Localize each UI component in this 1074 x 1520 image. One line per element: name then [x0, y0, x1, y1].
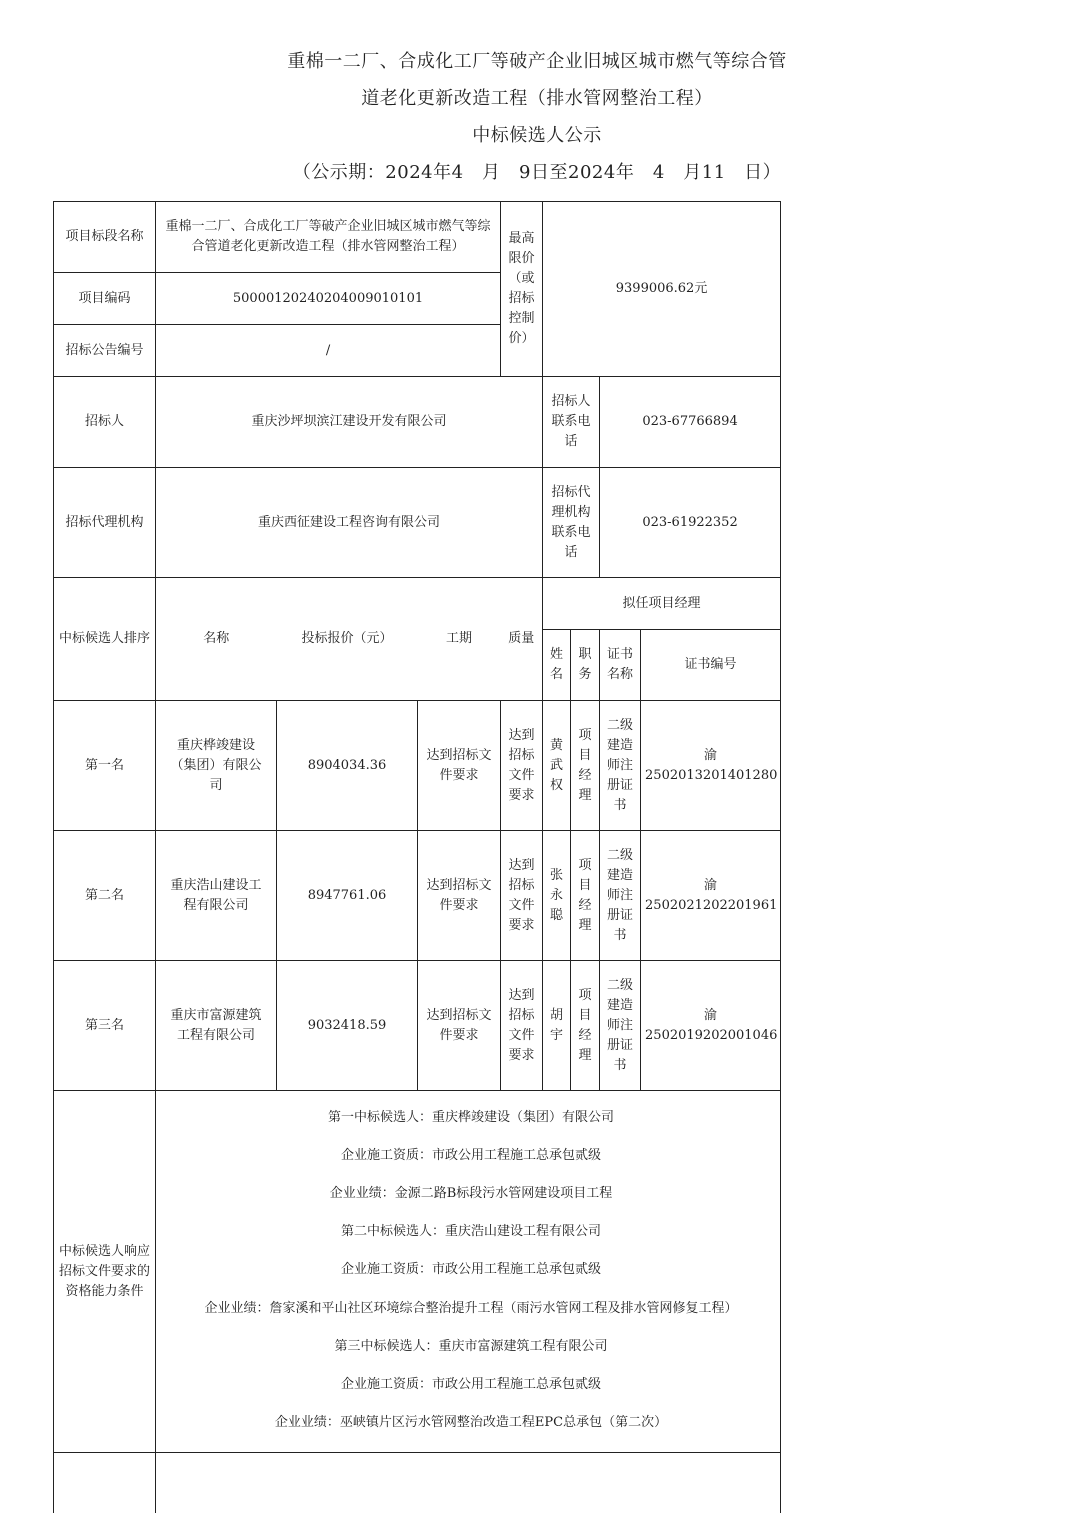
max-price-label: 最高限价（或招标控制价） [501, 202, 543, 377]
table-row [54, 701, 781, 831]
project-code-value: 500001202402040090101​01 [156, 273, 501, 325]
candidate-quality: 达到招标文件要求 [501, 961, 543, 1091]
candidate-manager: 胡宇 [543, 961, 571, 1091]
candidate-cert-no: 渝2502021202201961 [641, 831, 781, 961]
tenderer-phone-label: 招标人联系电话 [543, 377, 600, 468]
tenderer-value: 重庆沙坪坝滨江建设开发有限公司 [156, 377, 543, 468]
notice-number-label: 招标公告编号 [54, 325, 156, 377]
title-line-1: 重棉一二厂、合成化工厂等破产企业旧城区城市燃气等综合管 [287, 51, 787, 72]
header-quality: 质量 [501, 578, 543, 701]
header-name: 名称 [156, 578, 277, 701]
qualification-line: 企业施工资质：市政公用工程施工总承包贰级 [341, 1262, 602, 1278]
bid-candidate-table [53, 201, 781, 1513]
row-agency [54, 468, 781, 578]
row-project-name [54, 202, 781, 273]
row-truncated [54, 1453, 781, 1513]
qualification-line: 第二中标候选人：重庆浩山建设工程有限公司 [341, 1224, 602, 1240]
candidate-name: 重庆桦竣建设（集团）有限公司 [156, 701, 277, 831]
header-manager-position: 职务 [571, 630, 600, 701]
row-candidates-header [54, 578, 781, 630]
title-line-3: 中标候选人公示 [472, 125, 602, 146]
qualification-line: 企业业绩：詹家溪和平山社区环境综合整治提升工程（雨污水管网工程及排水管网修复工程） [204, 1300, 738, 1316]
candidate-price: 8947761.06 [277, 831, 418, 961]
agency-value: 重庆西征建设工程咨询有限公司 [156, 468, 543, 578]
truncated-label-cell [54, 1453, 156, 1513]
qualification-line: 企业施工资质：市政公用工程施工总承包贰级 [341, 1147, 602, 1163]
title-line-2: 道老化更新改造工程（排水管网整治工程） [361, 88, 713, 109]
candidate-position: 项目经理 [571, 831, 600, 961]
qualification-line: 第一中标候选人：重庆桦竣建设（集团）有限公司 [328, 1109, 615, 1125]
table-row [54, 831, 781, 961]
candidate-position: 项目经理 [571, 701, 600, 831]
qualification-line: 企业施工资质：市政公用工程施工总承包贰级 [341, 1376, 602, 1392]
notice-number-value: / [156, 325, 501, 377]
header-manager-name: 姓名 [543, 630, 571, 701]
candidate-quality: 达到招标文件要求 [501, 831, 543, 961]
project-name-label: 项目标段名称 [54, 202, 156, 273]
agency-phone-label: 招标代理机构联系电话 [543, 468, 600, 578]
header-rank: 中标候选人排序 [54, 578, 156, 701]
agency-phone-value: 023-61922352 [600, 468, 781, 578]
publicity-period: （公示期：2024年4 月 9日至2024年 4 月11 日） [292, 162, 782, 183]
tenderer-phone-value: 023-67766894 [600, 377, 781, 468]
candidate-manager: 黄武权 [543, 701, 571, 831]
max-price-value: 9399006.62元 [543, 202, 781, 377]
candidate-cert-no: 渝2502019202001046 [641, 961, 781, 1091]
candidate-rank: 第二名 [54, 831, 156, 961]
qualification-label: 中标候选人响应招标文件要求的资格能力条件 [54, 1091, 156, 1453]
candidate-cert-name: 二级建造师注册证书 [600, 831, 641, 961]
header-manager-group: 拟任项目经理 [543, 578, 781, 630]
qualification-content [156, 1091, 781, 1453]
candidate-manager: 张永聪 [543, 831, 571, 961]
project-code-label: 项目编码 [54, 273, 156, 325]
candidate-quality: 达到招标文件要求 [501, 701, 543, 831]
candidate-rank: 第一名 [54, 701, 156, 831]
header-price: 投标报价（元） [277, 578, 418, 701]
candidate-cert-name: 二级建造师注册证书 [600, 961, 641, 1091]
row-qualification [54, 1091, 781, 1453]
truncated-content-cell [156, 1453, 781, 1513]
agency-label: 招标代理机构 [54, 468, 156, 578]
candidate-rank: 第三名 [54, 961, 156, 1091]
candidate-name: 重庆浩山建设工程有限公司 [156, 831, 277, 961]
candidate-period: 达到招标文件要求 [418, 701, 501, 831]
candidate-period: 达到招标文件要求 [418, 831, 501, 961]
candidate-price: 8904034.36 [277, 701, 418, 831]
row-tenderer [54, 377, 781, 468]
table-row [54, 961, 781, 1091]
header-period: 工期 [418, 578, 501, 701]
candidate-name: 重庆市富源建筑工程有限公司 [156, 961, 277, 1091]
candidate-price: 9032418.59 [277, 961, 418, 1091]
header-cert-name: 证书名称 [600, 630, 641, 701]
qualification-line: 第三中标候选人：重庆市富源建筑工程有限公司 [334, 1338, 608, 1354]
candidate-period: 达到招标文件要求 [418, 961, 501, 1091]
qualification-line: 企业业绩：金源二路B标段污水管网建设项目工程 [329, 1186, 613, 1202]
header-cert-no: 证书编号 [641, 630, 781, 701]
tenderer-label: 招标人 [54, 377, 156, 468]
qualification-line: 企业业绩：巫峡镇片区污水管网整治改造工程EPC总承包（第二次） [274, 1415, 668, 1431]
candidate-position: 项目经理 [571, 961, 600, 1091]
candidate-cert-name: 二级建造师注册证书 [600, 701, 641, 831]
candidate-cert-no: 渝2502013201401280 [641, 701, 781, 831]
project-name-value: 重棉一二厂、合成化工厂等破产企业旧城区城市燃气等综合管道老化更新改造工程（排水管网整治工程） [156, 202, 501, 273]
